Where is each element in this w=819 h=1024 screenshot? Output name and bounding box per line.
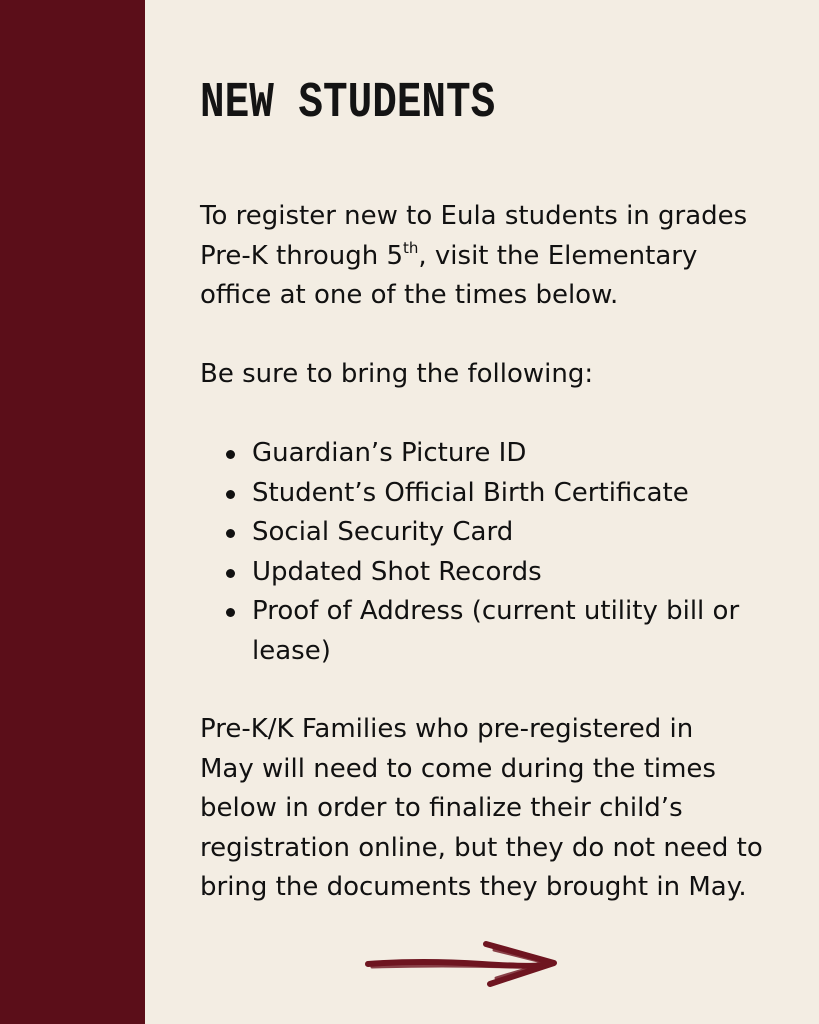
page-title: NEW STUDENTS xyxy=(200,75,496,132)
list-item-continuation: lease) xyxy=(252,635,331,666)
list-item xyxy=(200,592,739,671)
list-item xyxy=(200,553,739,593)
bring-label: Be sure to bring the following: xyxy=(200,359,594,389)
bullet-icon xyxy=(226,608,235,617)
intro-line-2-pre: Pre-K through 5 xyxy=(200,240,403,271)
arrow-right-icon xyxy=(362,938,562,990)
list-item-text: Student’s Official Birth Certificate xyxy=(252,477,689,508)
list-item-text: Updated Shot Records xyxy=(252,556,542,587)
list-item xyxy=(200,434,739,474)
intro-paragraph xyxy=(200,197,747,316)
intro-line-3: office at one of the times below. xyxy=(200,280,619,310)
preregistered-line-3: below in order to finalize their child’s xyxy=(200,793,683,823)
list-item-text: Proof of Address (current utility bill or xyxy=(252,596,740,626)
sidebar-band xyxy=(0,0,145,1024)
list-item xyxy=(200,513,739,553)
bullet-icon xyxy=(226,490,235,499)
preregistered-line-4: registration online, but they do not need to xyxy=(200,832,763,863)
intro-line-2-post: , visit the Elementary xyxy=(418,240,698,271)
preregistered-paragraph xyxy=(200,710,763,908)
preregistered-line-1: Pre-K/K Families who pre-registered in xyxy=(200,714,694,744)
intro-line-2-sup: th xyxy=(403,238,419,257)
document-list xyxy=(200,434,739,671)
list-item-text: Social Security Card xyxy=(252,517,514,547)
bullet-icon xyxy=(226,529,235,538)
list-item-text: Guardian’s Picture ID xyxy=(252,438,527,468)
preregistered-line-5: bring the documents they brought in May. xyxy=(200,872,747,902)
preregistered-line-2: May will need to come during the times xyxy=(200,753,716,784)
bullet-icon xyxy=(226,569,235,578)
bullet-icon xyxy=(226,450,235,459)
intro-line-1: To register new to Eula students in grades xyxy=(200,201,748,231)
list-item xyxy=(200,474,739,514)
